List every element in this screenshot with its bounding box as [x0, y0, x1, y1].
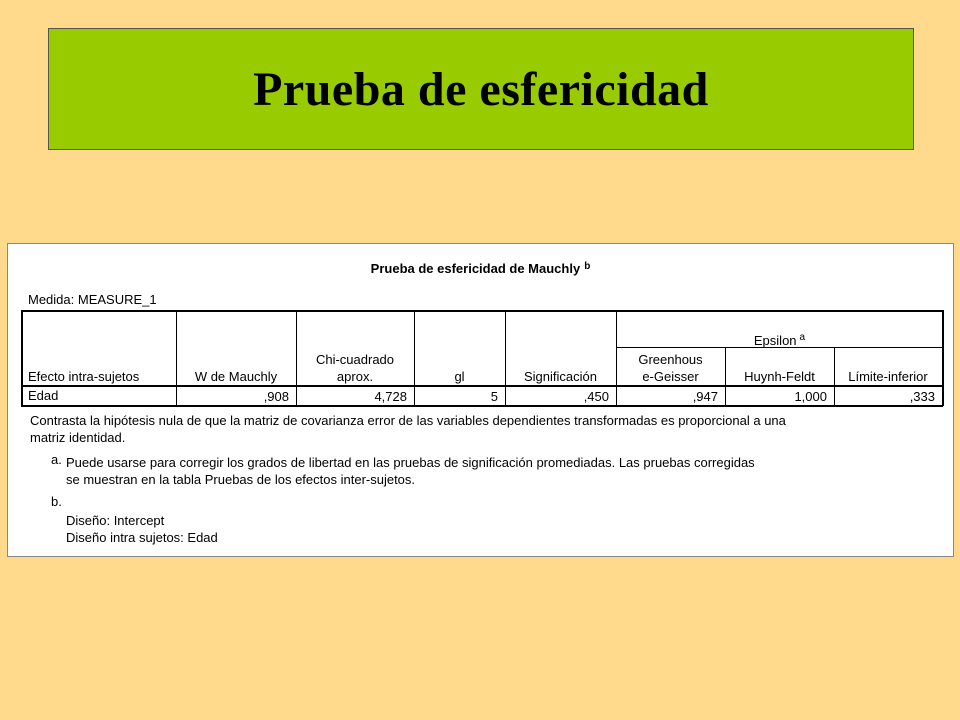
row-gl-cell: 5 [490, 389, 498, 404]
note-a-label: a. [51, 452, 62, 467]
row-sig-cell: ,450 [583, 389, 609, 404]
note-b-line1: Diseño: Intercept [66, 513, 165, 528]
row-effect-cell: Edad [28, 388, 59, 403]
header-greenhouse-line1: Greenhous [638, 352, 703, 367]
header-bottom-border [21, 385, 943, 387]
header-huynh-feldt: Huynh-Feldt [744, 369, 815, 384]
spss-output-table [7, 243, 954, 557]
note-a-line1: Puede usarse para corregir los grados de libertad en las pruebas de significación promediadas. Las pruebas corregidas [66, 455, 755, 470]
header-mauchly-w: W de Mauchly [194, 369, 278, 384]
table-title-text: Prueba de esfericidad de Mauchly [370, 261, 581, 276]
table-bottom-border [21, 405, 943, 407]
note-main-line1: Contrasta la hipótesis nula de que la matriz de covarianza error de las variables dependientes transformadas es proporcional a una [30, 413, 786, 428]
row-chi-cell: 4,728 [374, 389, 407, 404]
slide-title-banner [48, 28, 914, 150]
note-b-line2: Diseño intra sujetos: Edad [66, 530, 218, 545]
header-gl: gl [454, 369, 465, 384]
epsilon-footnote-ref: a [799, 332, 806, 343]
table-left-border [21, 310, 23, 406]
note-a-line2: se muestran en la tabla Pruebas de los efectos inter-sujetos. [66, 472, 416, 487]
header-significance: Significación [524, 369, 597, 384]
slide-title: Prueba de esfericidad [253, 62, 709, 116]
row-li-cell: ,333 [909, 389, 935, 404]
note-b-label: b. [51, 494, 62, 509]
table-title-footnote-ref: b [584, 261, 591, 272]
table-right-border [942, 310, 944, 406]
header-chi-square-line2: aprox. [336, 369, 374, 384]
table-grid [8, 244, 953, 556]
header-greenhouse-line2: e-Geisser [642, 369, 699, 384]
row-hf-cell: 1,000 [794, 389, 827, 404]
header-effect: Efecto intra-sujetos [28, 369, 140, 384]
note-main-line2: matriz identidad. [30, 430, 126, 445]
header-epsilon-text: Epsilon [753, 333, 797, 348]
header-epsilon [616, 330, 943, 348]
row-gg-cell: ,947 [692, 389, 718, 404]
header-lower-bound: Límite-inferior [848, 369, 928, 384]
header-chi-square-line1: Chi-cuadrado [315, 352, 395, 367]
measure-label: Medida: MEASURE_1 [28, 292, 157, 307]
table-top-border [21, 310, 943, 312]
row-w-cell: ,908 [263, 389, 289, 404]
